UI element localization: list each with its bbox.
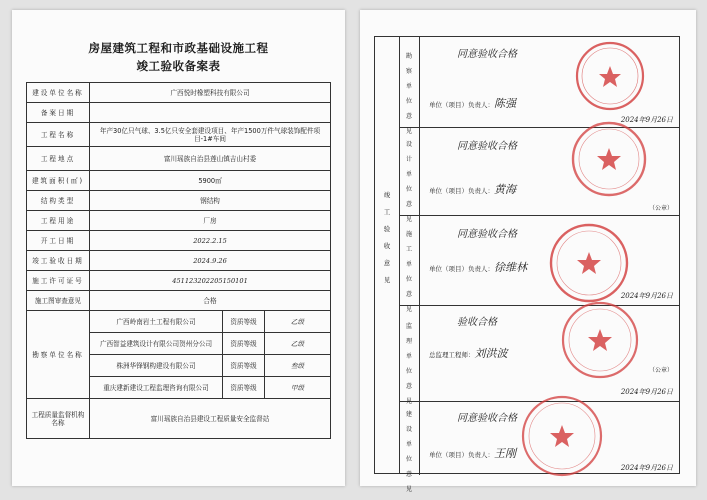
qualification-value: 乙级 <box>265 333 331 355</box>
form-subtitle: 竣工验收备案表 <box>136 59 221 73</box>
supervision-stamp-note: （公章） <box>648 367 673 374</box>
supervision-signature-line: 总监理工程师：刘洪波 <box>429 347 508 360</box>
owner-date: 2024年9月26日 <box>620 464 673 472</box>
construction-date: 2024年9月26日 <box>620 292 673 300</box>
qualification-value: 叁级 <box>265 355 331 377</box>
construction-opinion-text: 同意验收合格 <box>457 229 517 240</box>
unit-name: 广西智益建筑设计有限公司贺州分公司 <box>90 333 223 355</box>
start-date-value: 2022.2.15 <box>90 231 331 251</box>
unit-name: 广西岭南岩土工程有限公司 <box>90 311 223 333</box>
left-form-page <box>12 10 345 486</box>
record-date-label: 备案日期 <box>27 103 90 123</box>
build-unit-value: 广西悦时橡塑科技有限公司 <box>90 83 331 103</box>
unit-name: 重庆建新建设工程监理咨询有限公司 <box>90 377 223 399</box>
location-label: 工程地点 <box>27 147 90 171</box>
table-row <box>27 231 331 251</box>
owner-stamp <box>520 394 604 478</box>
unit-name: 株洲华锋钢构建设有限公司 <box>90 355 223 377</box>
survey-date: 2024年9月26日 <box>620 116 673 124</box>
build-unit-label: 建设单位名称 <box>27 83 90 103</box>
construction-signature-line: 单位（项目）负责人：徐维林 <box>429 261 527 274</box>
design-signature-line: 单位（项目）负责人：黄海 <box>429 183 516 196</box>
survey-stamp <box>574 40 646 112</box>
table-row <box>27 103 331 123</box>
table-row <box>27 171 331 191</box>
owner-signature-line: 单位（项目）负责人：王刚 <box>429 447 516 460</box>
design-unit-label: 设计单位意见 <box>405 141 413 223</box>
supervision-value: 富川瑶族自治县建设工程质量安全监督站 <box>90 399 331 439</box>
qualification-value: 甲级 <box>265 377 331 399</box>
qualification-label: 资质等级 <box>223 355 265 377</box>
completion-opinion-label: 竣工验收意见 <box>383 191 391 284</box>
record-date-value <box>90 103 331 123</box>
survey-signature-line: 单位（项目）负责人：陈强 <box>429 97 516 110</box>
right-opinion-page <box>360 10 696 493</box>
permit-value: 451123202205150101 <box>90 271 331 291</box>
construction-opinion-row <box>399 215 679 313</box>
structure-label: 结构类型 <box>27 191 90 211</box>
table-row <box>27 211 331 231</box>
permit-label: 施工许可证号 <box>27 271 90 291</box>
survey-opinion-text: 同意验收合格 <box>457 49 517 60</box>
supervision-label: 工程质量监督机构名称 <box>27 399 90 439</box>
start-date-label: 开工日期 <box>27 231 90 251</box>
owner-signature: 王刚 <box>494 447 516 460</box>
qualification-label: 资质等级 <box>223 333 265 355</box>
drawing-review-value: 合格 <box>90 291 331 311</box>
area-value: 5900㎡ <box>90 171 331 191</box>
table-row <box>27 311 331 333</box>
form-title: 房屋建筑工程和市政基础设施工程 <box>88 41 269 55</box>
finish-date-value: 2024.9.26 <box>90 251 331 271</box>
survey-unit-label: 勘察单位意见 <box>405 53 413 135</box>
design-signature: 黄海 <box>494 183 516 196</box>
qualification-label: 资质等级 <box>223 377 265 399</box>
qualification-value: 乙级 <box>265 311 331 333</box>
design-stamp <box>570 120 648 198</box>
construction-signature: 徐维林 <box>494 261 527 274</box>
construction-stamp <box>548 222 630 304</box>
table-row <box>27 83 331 103</box>
table-row <box>27 191 331 211</box>
finish-date-label: 竣工验收日期 <box>27 251 90 271</box>
table-row <box>27 291 331 311</box>
table-row <box>27 147 331 171</box>
supervision-unit-label: 监理单位意见 <box>405 323 413 405</box>
owner-opinion-text: 同意验收合格 <box>457 413 517 424</box>
drawing-review-label: 施工图审查意见 <box>27 291 90 311</box>
usage-label: 工程用途 <box>27 211 90 231</box>
project-name-label: 工程名称 <box>27 123 90 147</box>
table-row <box>27 271 331 291</box>
table-row <box>27 399 331 439</box>
supervision-date: 2024年9月26日 <box>620 388 673 396</box>
table-row <box>27 251 331 271</box>
owner-unit-label: 建设单位意见 <box>405 411 413 493</box>
supervision-signature: 刘洪波 <box>474 347 508 360</box>
units-label: 勘察单位名称 <box>27 311 90 399</box>
structure-value: 钢结构 <box>90 191 331 211</box>
opinion-column <box>375 37 400 473</box>
project-name-value: 年产30亿只气球、3.5亿只安全套建设项目、年产1500万件气球装饰配件项目-1#车间 <box>90 123 331 147</box>
record-table <box>26 82 331 439</box>
design-stamp-note: （公章） <box>648 205 673 212</box>
survey-signature: 陈强 <box>494 97 516 110</box>
qualification-label: 资质等级 <box>223 311 265 333</box>
design-opinion-text: 同意验收合格 <box>457 141 517 152</box>
supervision-opinion-text: 验收合格 <box>457 317 497 328</box>
location-value: 富川瑶族自治县莲山镇吉山村委 <box>90 147 331 171</box>
table-row <box>27 123 331 147</box>
usage-value: 厂房 <box>90 211 331 231</box>
construction-unit-label: 施工单位意见 <box>405 231 413 313</box>
supervision-stamp <box>560 300 640 380</box>
area-label: 建筑面积(㎡) <box>27 171 90 191</box>
